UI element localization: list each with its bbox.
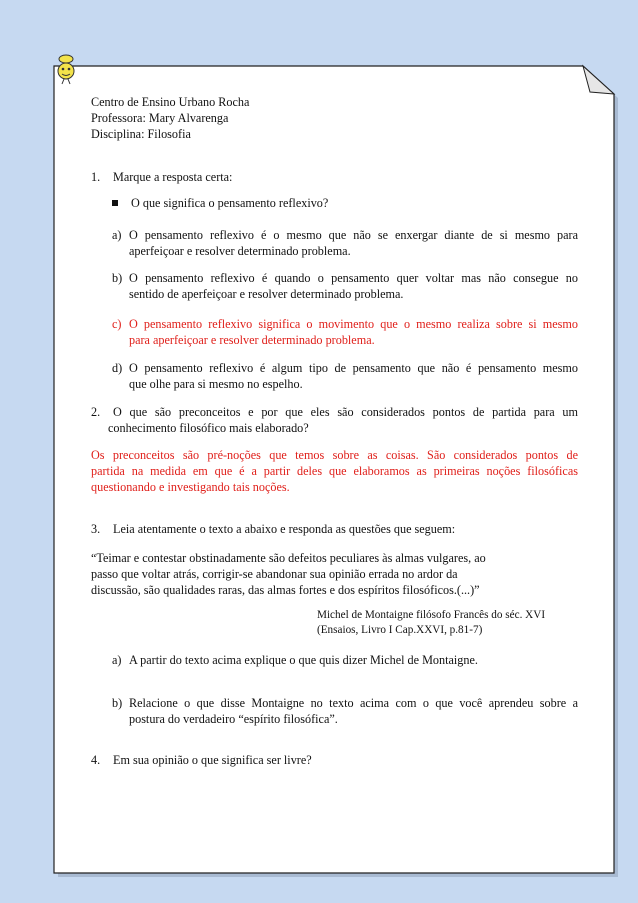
question-1-prompt	[91, 169, 232, 185]
answer-2-line2: partida na medida em que é a partir deles que elaboramos as primeiras noções filosóficas	[91, 464, 578, 478]
answer-2-line3: questionando e investigando tais noções.	[91, 480, 290, 494]
question-2-number: 2.	[91, 405, 101, 419]
question-3b-letter: b)	[112, 696, 123, 710]
question-3b-line1: Relacione o que disse Montaigne no texto acima com o que você aprendeu sobre a	[129, 696, 578, 710]
option-a-line1: O pensamento reflexivo é o mesmo que não se enxergar diante de si mesmo para	[129, 228, 578, 242]
option-c	[112, 316, 578, 332]
subject-name: Disciplina: Filosofia	[91, 127, 191, 141]
option-b	[112, 270, 578, 286]
question-3a-letter: a)	[112, 653, 122, 667]
question-1-subquestion	[112, 195, 328, 211]
question-1-text: Marque a resposta certa:	[113, 170, 233, 184]
option-c-letter: c)	[112, 317, 122, 331]
quote-line2: passo que voltar atrás, corrigir-se abandonar sua opinião errada no ardor da	[91, 567, 458, 581]
question-3-prompt	[91, 521, 455, 537]
option-d	[112, 360, 578, 376]
school-name: Centro de Ensino Urbano Rocha	[91, 95, 250, 109]
question-1-subquestion-text: O que significa o pensamento reflexivo?	[131, 196, 329, 210]
option-b-line2: sentido de aperfeiçoar e resolver determinado problema.	[129, 287, 404, 301]
question-4	[91, 752, 312, 768]
square-bullet-icon	[112, 200, 118, 206]
question-2	[91, 404, 578, 420]
question-3-text: Leia atentamente o texto a abaixo e responda as questões que seguem:	[113, 522, 456, 536]
citation-source: (Ensaios, Livro I Cap.XXVI, p.81-7)	[317, 624, 483, 636]
quote-line3: discussão, são qualidades raras, das almas fortes e dos espíritos filosóficos.(...)”	[91, 583, 480, 597]
citation-author: Michel de Montaigne filósofo Francês do séc. XVI	[317, 609, 546, 621]
question-2-line1: O que são preconceitos e por que eles são considerados pontos de partida para um	[113, 405, 578, 419]
quote-line1: “Teimar e contestar obstinadamente são defeitos peculiares às almas vulgares, ao	[91, 551, 486, 565]
option-a-letter: a)	[112, 228, 122, 242]
answer-2-line1: Os preconceitos são pré-noções que temos sobre as coisas. São considerados pontos de	[91, 448, 578, 462]
question-3-number: 3.	[91, 522, 101, 536]
question-2-line2: conhecimento filosófico mais elaborado?	[108, 421, 309, 435]
option-a	[112, 227, 578, 243]
teacher-name: Professora: Mary Alvarenga	[91, 111, 229, 125]
option-d-line2: que olhe para si mesmo no espelho.	[129, 377, 303, 391]
question-1-number: 1.	[91, 170, 101, 184]
question-3a	[112, 652, 478, 668]
option-c-line1: O pensamento reflexivo significa o movimento que o mesmo realiza sobre si mesmo	[129, 317, 578, 331]
question-4-number: 4.	[91, 753, 101, 767]
question-4-text: Em sua opinião o que significa ser livre?	[113, 753, 312, 767]
question-3a-text: A partir do texto acima explique o que quis dizer Michel de Montaigne.	[129, 653, 478, 667]
option-b-line1: O pensamento reflexivo é quando o pensamento quer voltar mas não consegue no	[129, 271, 578, 285]
question-3b-line2: postura do verdadeiro “espírito filosófica”.	[129, 712, 338, 726]
question-3b	[112, 695, 578, 711]
option-d-letter: d)	[112, 361, 123, 375]
option-c-line2: para aperfeiçoar e resolver determinado problema.	[129, 333, 375, 347]
option-b-letter: b)	[112, 271, 123, 285]
option-d-line1: O pensamento reflexivo é algum tipo de pensamento que não é pensamento mesmo	[129, 361, 578, 375]
option-a-line2: aperfeiçoar e resolver determinado problema.	[129, 244, 351, 258]
